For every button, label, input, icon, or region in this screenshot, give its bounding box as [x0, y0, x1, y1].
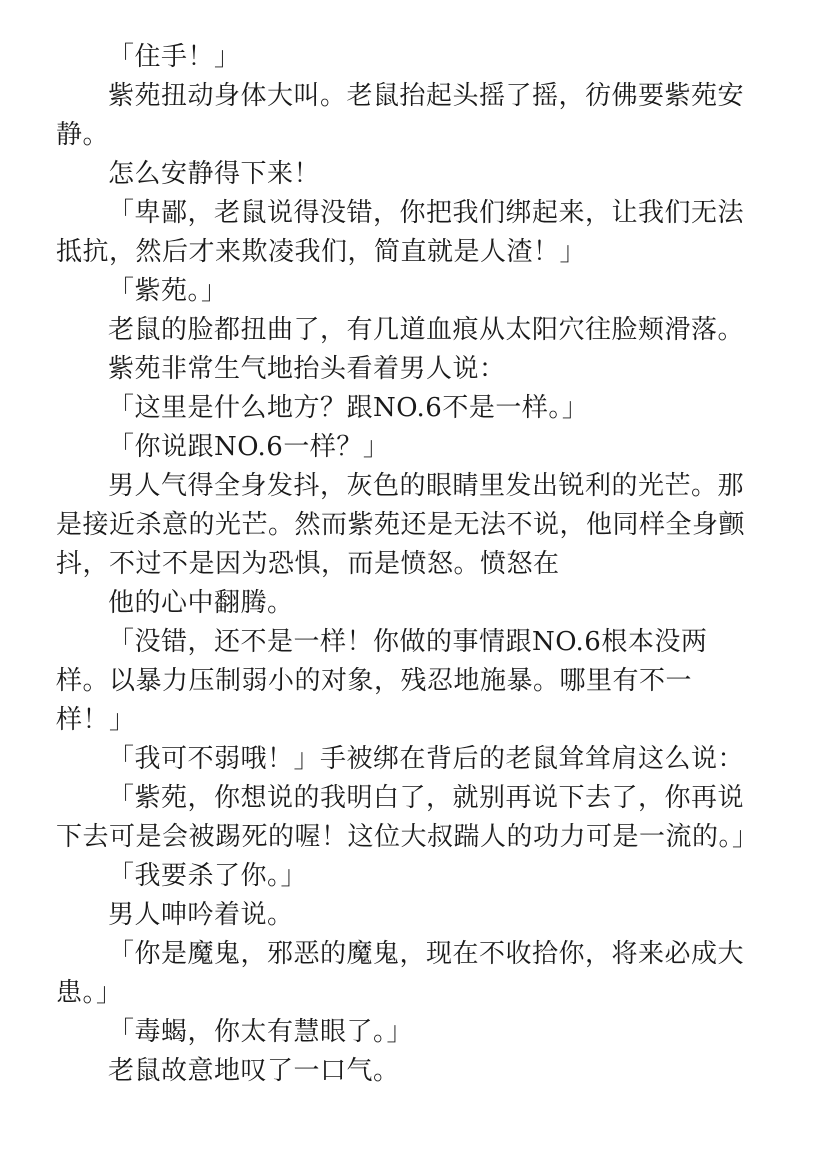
paragraph: 老鼠的脸都扭曲了，有几道血痕从太阳穴往脸颊滑落。 [108, 315, 745, 345]
paragraph: 「这里是什么地方？跟NO.6不是一样。」 [108, 393, 589, 423]
paragraph: 男人呻吟着说。 [108, 900, 294, 930]
paragraph: 男人气得全身发抖，灰色的眼睛里发出锐利的光芒。那是接近杀意的光芒。然而紫苑还是无法不说，他同样全身颤抖，不过不是因为恐惧，而是愤怒。愤怒在 [56, 471, 746, 579]
paragraph: 「你是魔鬼，邪恶的魔鬼，现在不收拾你，将来必成大患。」 [56, 939, 745, 1008]
paragraph: 「紫苑。」 [108, 276, 228, 306]
paragraph: 「你说跟NO.6一样？」 [108, 432, 390, 462]
paragraph: 紫苑非常生气地抬头看着男人说： [108, 354, 506, 384]
paragraph: 「卑鄙，老鼠说得没错，你把我们绑起来，让我们无法抵抗，然后才来欺凌我们，简直就是人渣！」 [56, 198, 745, 267]
paragraph: 紫苑扭动身体大叫。老鼠抬起头摇了摇，彷佛要紫苑安静。 [56, 81, 745, 150]
paragraph: 「我可不弱哦！」手被绑在背后的老鼠耸耸肩这么说： [108, 744, 745, 774]
paragraph: 「没错，还不是一样！你做的事情跟NO.6根本没两样。以暴力压制弱小的对象，残忍地施暴。哪里有不一样！」 [56, 627, 708, 735]
paragraph: 「住手！」 [108, 42, 241, 72]
paragraph: 老鼠故意地叹了一口气。 [108, 1056, 400, 1086]
body-text [56, 38, 759, 1091]
paragraph: 「我要杀了你。」 [108, 861, 308, 891]
paragraph: 怎么安静得下来！ [108, 159, 321, 189]
paragraph: 「毒蝎，你太有慧眼了。」 [108, 1017, 414, 1047]
paragraph: 他的心中翻腾。 [108, 588, 294, 618]
paragraph: 「紫苑，你想说的我明白了，就别再说下去了，你再说下去可是会被踢死的喔！这位大叔踹人的功力可是一流的。」 [56, 783, 759, 852]
